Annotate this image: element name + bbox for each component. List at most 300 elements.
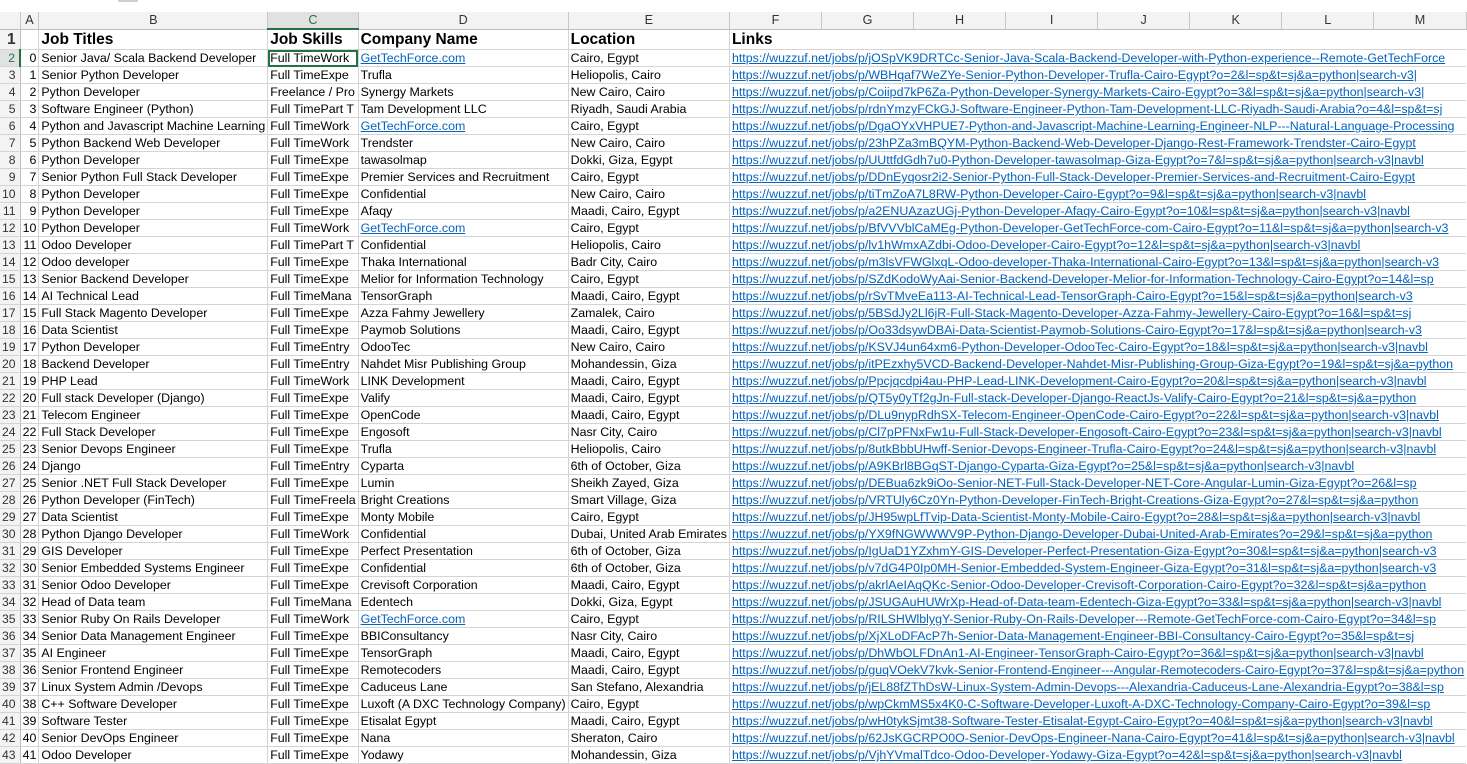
cell-job-skills[interactable]: Full TimeMana [268, 594, 358, 611]
cell-company[interactable]: Remotecoders [358, 662, 568, 679]
cell-job-skills[interactable]: Full TimeExpe [268, 730, 358, 747]
row-header[interactable]: 23 [0, 407, 20, 424]
cell-company[interactable]: TensorGraph [358, 645, 568, 662]
cell-location[interactable]: 6th of October, Giza [568, 560, 729, 577]
row-header[interactable]: 42 [0, 730, 20, 747]
cell-job-link[interactable]: https://wuzzuf.net/jobs/p/5BSdJy2Ll6jR-Full-Stack-Magento-Developer-Azza-Fahmy-Jewellery-Cairo-Egypt?o=16&l=sp&t=sj [729, 305, 1466, 322]
cell-job-title[interactable]: Senior Frontend Engineer [39, 662, 268, 679]
cell-company[interactable]: Crevisoft Corporation [358, 577, 568, 594]
row-header[interactable]: 4 [0, 84, 20, 101]
cell-index[interactable]: 40 [20, 730, 39, 747]
cell-job-link[interactable]: https://wuzzuf.net/jobs/p/8utkBbbUHwff-Senior-Devops-Engineer-Trufla-Cairo-Egypt?o=24&l=sp&t=sj&a=python|search-v3|navbl [729, 441, 1466, 458]
row-header[interactable]: 18 [0, 322, 20, 339]
cell-job-skills[interactable]: Full TimeExpe [268, 628, 358, 645]
cell-job-title[interactable]: Django [39, 458, 268, 475]
cell-location[interactable]: Maadi, Cairo, Egypt [568, 390, 729, 407]
cell-company[interactable]: Yodawy [358, 747, 568, 764]
cell-job-title[interactable]: Telecom Engineer [39, 407, 268, 424]
cell-index[interactable]: 14 [20, 288, 39, 305]
cell-index[interactable]: 13 [20, 271, 39, 288]
cell-location[interactable]: Cairo, Egypt [568, 611, 729, 628]
cell-job-skills[interactable]: Full TimeExpe [268, 186, 358, 203]
cell-location[interactable]: Mohandessin, Giza [568, 356, 729, 373]
cell-index[interactable]: 5 [20, 135, 39, 152]
cell-index[interactable]: 9 [20, 203, 39, 220]
column-header-D[interactable]: D [358, 12, 568, 29]
cell-job-link[interactable]: https://wuzzuf.net/jobs/p/akrlAeIAqQKc-Senior-Odoo-Developer-Crevisoft-Corporation-Cairo-Egypt?o=32&l=sp&t=sj&a=python [729, 577, 1466, 594]
cell-index[interactable]: 25 [20, 475, 39, 492]
cell-job-link[interactable]: https://wuzzuf.net/jobs/p/itPEzxhy5VCD-Backend-Developer-Nahdet-Misr-Publishing-Group-Giza-Egypt?o=19&l=sp&t=sj&a=python [729, 356, 1466, 373]
cell-job-title[interactable]: Python Developer [39, 152, 268, 169]
column-header-L[interactable]: L [1282, 12, 1374, 29]
cell-job-link[interactable]: https://wuzzuf.net/jobs/p/IgUaD1YZxhmY-GIS-Developer-Perfect-Presentation-Giza-Egypt?o=30&l=sp&t=sj&a=python|search-v3 [729, 543, 1466, 560]
cell-job-title[interactable]: PHP Lead [39, 373, 268, 390]
cell-location[interactable]: Maadi, Cairo, Egypt [568, 288, 729, 305]
row-header[interactable]: 8 [0, 152, 20, 169]
cell-index[interactable]: 35 [20, 645, 39, 662]
spreadsheet-grid[interactable] [0, 12, 1465, 762]
column-header-I[interactable]: I [1006, 12, 1098, 29]
cell-company[interactable]: OpenCode [358, 407, 568, 424]
cell-job-title[interactable]: Senior Java/ Scala Backend Developer [39, 50, 268, 67]
cell-job-skills[interactable]: Full TimeExpe [268, 322, 358, 339]
cell-job-title[interactable]: AI Technical Lead [39, 288, 268, 305]
cell-company[interactable]: Monty Mobile [358, 509, 568, 526]
cell-index[interactable]: 8 [20, 186, 39, 203]
column-header-B[interactable]: B [39, 12, 268, 29]
cell-location[interactable]: 6th of October, Giza [568, 458, 729, 475]
row-header[interactable]: 20 [0, 356, 20, 373]
cell-job-skills[interactable]: Full TimeEntry [268, 339, 358, 356]
cell-job-skills[interactable]: Full TimeExpe [268, 305, 358, 322]
cell-job-title[interactable]: Software Engineer (Python) [39, 101, 268, 118]
cell-job-title[interactable]: Senior Python Developer [39, 67, 268, 84]
cell-location[interactable]: Cairo, Egypt [568, 509, 729, 526]
cell-job-link[interactable]: https://wuzzuf.net/jobs/p/rdnYmzyFCkGJ-Software-Engineer-Python-Tam-Development-LLC-Riyadh-Saudi-Arabia?o=4&l=sp&t=sj [729, 101, 1466, 118]
cell-location[interactable]: Badr City, Cairo [568, 254, 729, 271]
cell-job-title[interactable]: Python Developer (FinTech) [39, 492, 268, 509]
cell-location[interactable]: New Cairo, Cairo [568, 135, 729, 152]
cell-job-title[interactable]: Senior Odoo Developer [39, 577, 268, 594]
cell-job-link[interactable]: https://wuzzuf.net/jobs/p/WBHqaf7WeZYe-Senior-Python-Developer-Trufla-Cairo-Egypt?o=2&l=sp&t=sj&a=python|search-v3| [729, 67, 1466, 84]
cell-location[interactable]: Zamalek, Cairo [568, 305, 729, 322]
cell-job-skills[interactable]: Full TimeExpe [268, 407, 358, 424]
row-header[interactable]: 33 [0, 577, 20, 594]
cell-location[interactable]: Cairo, Egypt [568, 118, 729, 135]
cell-index[interactable]: 26 [20, 492, 39, 509]
row-header[interactable]: 1 [0, 29, 20, 50]
cell-location[interactable]: Heliopolis, Cairo [568, 237, 729, 254]
cell-index[interactable]: 3 [20, 101, 39, 118]
cell-job-skills[interactable]: Full TimeExpe [268, 645, 358, 662]
cell-job-link[interactable]: https://wuzzuf.net/jobs/p/Ppcjqcdpi4au-PHP-Lead-LINK-Development-Cairo-Egypt?o=20&l=sp&t=sj&a=python|search-v3|navbl [729, 373, 1466, 390]
cell-job-skills[interactable]: Full TimePart T [268, 101, 358, 118]
cell-company-link[interactable]: GetTechForce.com [358, 118, 568, 135]
cell-job-skills[interactable]: Full TimeExpe [268, 254, 358, 271]
cell-job-link[interactable]: https://wuzzuf.net/jobs/p/YX9fNGWWWV9P-Python-Django-Developer-Dubai-United-Arab-Emirates?o=29&l=sp&t=sj&a=python [729, 526, 1466, 543]
cell-index[interactable]: 11 [20, 237, 39, 254]
cell-index[interactable]: 0 [20, 50, 39, 67]
cell-index[interactable]: 7 [20, 169, 39, 186]
cell-job-skills[interactable]: Full TimeExpe [268, 543, 358, 560]
cell-location[interactable]: Sheraton, Cairo [568, 730, 729, 747]
row-header[interactable]: 19 [0, 339, 20, 356]
row-header[interactable]: 21 [0, 373, 20, 390]
cell-job-title[interactable]: Senior DevOps Engineer [39, 730, 268, 747]
row-header[interactable]: 28 [0, 492, 20, 509]
cell-job-title[interactable]: Senior Ruby On Rails Developer [39, 611, 268, 628]
cell-company[interactable]: BBIConsultancy [358, 628, 568, 645]
cell-job-link[interactable]: https://wuzzuf.net/jobs/p/rSvTMveEa113-AI-Technical-Lead-TensorGraph-Cairo-Egypt?o=15&l=sp&t=sj&a=python|search-v3 [729, 288, 1466, 305]
cell-job-title[interactable]: Senior .NET Full Stack Developer [39, 475, 268, 492]
cell-location[interactable]: Cairo, Egypt [568, 169, 729, 186]
cell-index[interactable]: 33 [20, 611, 39, 628]
cell-job-title[interactable]: GIS Developer [39, 543, 268, 560]
cell-job-link[interactable]: https://wuzzuf.net/jobs/p/wH0tykSjmt38-Software-Tester-Etisalat-Egypt-Cairo-Egypt?o=40&l=sp&t=sj&a=python|search-v3|navbl [729, 713, 1466, 730]
cell-index[interactable]: 2 [20, 84, 39, 101]
cell-company[interactable]: Bright Creations [358, 492, 568, 509]
cell-location[interactable]: Cairo, Egypt [568, 696, 729, 713]
cell-job-title[interactable]: Senior Devops Engineer [39, 441, 268, 458]
cell-job-link[interactable]: https://wuzzuf.net/jobs/p/DhWbOLFDnAn1-AI-Engineer-TensorGraph-Cairo-Egypt?o=36&l=sp&t=sj&a=python|search-v3|navbl [729, 645, 1466, 662]
cell-job-title[interactable]: Linux System Admin /Devops [39, 679, 268, 696]
cell-job-title[interactable]: Python Developer [39, 339, 268, 356]
cell-job-skills[interactable]: Full TimeExpe [268, 560, 358, 577]
cell-index[interactable]: 18 [20, 356, 39, 373]
cell-company[interactable]: LINK Development [358, 373, 568, 390]
row-header[interactable]: 39 [0, 679, 20, 696]
row-header[interactable]: 15 [0, 271, 20, 288]
cell-job-link[interactable]: https://wuzzuf.net/jobs/p/Cl7pPFNxFw1u-Full-Stack-Developer-Engosoft-Cairo-Egypt?o=23&l=sp&t=sj&a=python|search-v3|navbl [729, 424, 1466, 441]
cell-location[interactable]: New Cairo, Cairo [568, 84, 729, 101]
cell-location[interactable]: Maadi, Cairo, Egypt [568, 203, 729, 220]
cell-job-link[interactable]: https://wuzzuf.net/jobs/p/wpCkmMS5x4K0-C-Software-Developer-Luxoft-A-DXC-Technology-Company-Cairo-Egypt?o=39&l=sp [729, 696, 1466, 713]
cell-company[interactable]: Thaka International [358, 254, 568, 271]
cell-job-title[interactable]: Data Scientist [39, 322, 268, 339]
cell-job-link[interactable]: https://wuzzuf.net/jobs/p/m3lsVFWGlxqL-Odoo-developer-Thaka-International-Cairo-Egypt?o=13&l=sp&t=sj&a=python|search-v3 [729, 254, 1466, 271]
cell-company[interactable]: Afaqy [358, 203, 568, 220]
cell-index[interactable]: 17 [20, 339, 39, 356]
row-header[interactable]: 30 [0, 526, 20, 543]
cell-D1-company-name[interactable]: Company Name [358, 29, 568, 50]
cell-job-link[interactable]: https://wuzzuf.net/jobs/p/QT5y0yTf2gJn-Full-stack-Developer-Django-ReactJs-Valify-Cairo-Egypt?o=21&l=sp&t=sj&a=python [729, 390, 1466, 407]
row-header[interactable]: 22 [0, 390, 20, 407]
column-header-K[interactable]: K [1190, 12, 1282, 29]
cell-company[interactable]: Caduceus Lane [358, 679, 568, 696]
cell-company[interactable]: Confidential [358, 526, 568, 543]
cell-job-skills[interactable]: Full TimeExpe [268, 152, 358, 169]
cell-job-link[interactable]: https://wuzzuf.net/jobs/p/SZdKodoWyAai-Senior-Backend-Developer-Melior-for-Information-Technology-Cairo-Egypt?o=14&l=sp [729, 271, 1466, 288]
cell-location[interactable]: Maadi, Cairo, Egypt [568, 713, 729, 730]
row-header[interactable]: 6 [0, 118, 20, 135]
row-header[interactable]: 35 [0, 611, 20, 628]
cell-index[interactable]: 39 [20, 713, 39, 730]
cell-job-link[interactable]: https://wuzzuf.net/jobs/p/UUttfdGdh7u0-Python-Developer-tawasolmap-Giza-Egypt?o=7&l=sp&t=sj&a=python|search-v3|navbl [729, 152, 1466, 169]
cell-job-link[interactable]: https://wuzzuf.net/jobs/p/62JsKGCRPO0O-Senior-DevOps-Engineer-Nana-Cairo-Egypt?o=41&l=sp&t=sj&a=python|search-v3|navbl [729, 730, 1466, 747]
cell-job-skills[interactable]: Full TimeWork [268, 611, 358, 628]
cell-job-link[interactable]: https://wuzzuf.net/jobs/p/JSUGAuHUWrXp-Head-of-Data-team-Edentech-Giza-Egypt?o=33&l=sp&t=sj&a=python|search-v3|navbl [729, 594, 1466, 611]
cell-index[interactable]: 21 [20, 407, 39, 424]
cell-company[interactable]: Trufla [358, 67, 568, 84]
cell-job-link[interactable]: https://wuzzuf.net/jobs/p/DgaOYxVHPUE7-Python-and-Javascript-Machine-Learning-Engineer-NLP---Natural-Language-Processing [729, 118, 1466, 135]
cell-job-link[interactable]: https://wuzzuf.net/jobs/p/BfVVVblCaMEg-Python-Developer-GetTechForce-com-Cairo-Egypt?o=11&l=sp&t=sj&a=python|search-v3 [729, 220, 1466, 237]
cell-company-link[interactable]: GetTechForce.com [358, 611, 568, 628]
row-header[interactable]: 17 [0, 305, 20, 322]
row-header[interactable]: 11 [0, 203, 20, 220]
cell-location[interactable]: Smart Village, Giza [568, 492, 729, 509]
cell-job-title[interactable]: Data Scientist [39, 509, 268, 526]
row-header[interactable]: 14 [0, 254, 20, 271]
cell-job-title[interactable]: C++ Software Developer [39, 696, 268, 713]
cell-company[interactable]: tawasolmap [358, 152, 568, 169]
cell-location[interactable]: Maadi, Cairo, Egypt [568, 645, 729, 662]
cell-job-link[interactable]: https://wuzzuf.net/jobs/p/XjXLoDFAcP7h-Senior-Data-Management-Engineer-BBI-Consultancy-Cairo-Egypt?o=35&l=sp&t=sj [729, 628, 1466, 645]
cell-location[interactable]: Maadi, Cairo, Egypt [568, 577, 729, 594]
cell-location[interactable]: Cairo, Egypt [568, 50, 729, 67]
cell-company[interactable]: Synergy Markets [358, 84, 568, 101]
column-header-M[interactable]: M [1374, 12, 1466, 29]
cell-job-link[interactable]: https://wuzzuf.net/jobs/p/KSVJ4un64xm6-Python-Developer-OdooTec-Cairo-Egypt?o=18&l=sp&t=sj&a=python|search-v3|navbl [729, 339, 1466, 356]
row-header[interactable]: 34 [0, 594, 20, 611]
cell-job-link[interactable]: https://wuzzuf.net/jobs/p/jOSpVK9DRTCc-Senior-Java-Scala-Backend-Developer-with-Python-experience--Remote-GetTechForce [729, 50, 1466, 67]
cell-job-link[interactable]: https://wuzzuf.net/jobs/p/jEL88fZThDsW-Linux-System-Admin-Devops---Alexandria-Caduceus-Lane-Alexandria-Egypt?o=38&l=sp [729, 679, 1466, 696]
cell-location[interactable]: Sheikh Zayed, Giza [568, 475, 729, 492]
row-header[interactable]: 26 [0, 458, 20, 475]
cell-company-link[interactable]: GetTechForce.com [358, 50, 568, 67]
cell-job-skills[interactable]: Full TimeWork [268, 220, 358, 237]
cell-job-link[interactable]: https://wuzzuf.net/jobs/p/DEBua6zk9iOo-Senior-NET-Full-Stack-Developer-NET-Core-Angular-Lumin-Giza-Egypt?o=26&l=sp [729, 475, 1466, 492]
cell-job-skills[interactable]: Full TimeExpe [268, 747, 358, 764]
row-header[interactable]: 3 [0, 67, 20, 84]
cell-job-link[interactable]: https://wuzzuf.net/jobs/p/VjhYVmalTdco-Odoo-Developer-Yodawy-Giza-Egypt?o=42&l=sp&t=sj&a=python|search-v3|navbl [729, 747, 1466, 764]
row-header[interactable]: 37 [0, 645, 20, 662]
row-header[interactable]: 41 [0, 713, 20, 730]
cell-company[interactable]: Lumin [358, 475, 568, 492]
row-header[interactable]: 12 [0, 220, 20, 237]
cell-job-title[interactable]: Head of Data team [39, 594, 268, 611]
cell-location[interactable]: Nasr City, Cairo [568, 424, 729, 441]
cell-job-skills[interactable]: Full TimeWork [268, 118, 358, 135]
cell-index[interactable]: 30 [20, 560, 39, 577]
cell-job-title[interactable]: Full stack Developer (Django) [39, 390, 268, 407]
cell-job-skills[interactable]: Full TimeWork [268, 526, 358, 543]
cell-location[interactable]: Maadi, Cairo, Egypt [568, 407, 729, 424]
cell-job-skills[interactable]: Full TimeExpe [268, 67, 358, 84]
cell-company[interactable]: Confidential [358, 237, 568, 254]
cell-index[interactable]: 32 [20, 594, 39, 611]
cell-job-skills[interactable]: Full TimeWork [268, 50, 358, 67]
cell-location[interactable]: Riyadh, Saudi Arabia [568, 101, 729, 118]
cell-index[interactable]: 41 [20, 747, 39, 764]
cell-index[interactable]: 16 [20, 322, 39, 339]
cell-company[interactable]: Luxoft (A DXC Technology Company) [358, 696, 568, 713]
row-header[interactable]: 5 [0, 101, 20, 118]
cell-location[interactable]: Dokki, Giza, Egypt [568, 152, 729, 169]
cell-job-skills[interactable]: Full TimeWork [268, 135, 358, 152]
row-header[interactable]: 13 [0, 237, 20, 254]
cell-index[interactable]: 15 [20, 305, 39, 322]
row-header[interactable]: 32 [0, 560, 20, 577]
cell-job-link[interactable]: https://wuzzuf.net/jobs/p/guqVOekV7kvk-Senior-Frontend-Engineer---Angular-Remotecoders-Cairo-Egypt?o=37&l=sp&t=sj&a=python [729, 662, 1466, 679]
cell-company[interactable]: Azza Fahmy Jewellery [358, 305, 568, 322]
cell-job-title[interactable]: Python and Javascript Machine Learning [39, 118, 268, 135]
cell-location[interactable]: Dubai, United Arab Emirates [568, 526, 729, 543]
cell-job-title[interactable]: Odoo Developer [39, 237, 268, 254]
cell-job-skills[interactable]: Full TimeExpe [268, 475, 358, 492]
cell-job-skills[interactable]: Full TimeEntry [268, 356, 358, 373]
cell-index[interactable]: 27 [20, 509, 39, 526]
row-header[interactable]: 16 [0, 288, 20, 305]
cell-job-title[interactable]: Backend Developer [39, 356, 268, 373]
row-header[interactable]: 36 [0, 628, 20, 645]
column-header-C[interactable]: C [268, 12, 358, 29]
cell-location[interactable]: Mohandessin, Giza [568, 747, 729, 764]
cell-job-title[interactable]: Software Tester [39, 713, 268, 730]
cell-index[interactable]: 23 [20, 441, 39, 458]
cell-index[interactable]: 38 [20, 696, 39, 713]
column-header-E[interactable]: E [568, 12, 729, 29]
cell-job-title[interactable]: Senior Data Management Engineer [39, 628, 268, 645]
cell-job-skills[interactable]: Freelance / Pro [268, 84, 358, 101]
cell-job-skills[interactable]: Full TimeExpe [268, 390, 358, 407]
cell-company[interactable]: Valify [358, 390, 568, 407]
cell-job-link[interactable]: https://wuzzuf.net/jobs/p/DDnEyqosr2i2-Senior-Python-Full-Stack-Developer-Premier-Services-and-Recruitment-Cairo-Egypt [729, 169, 1466, 186]
row-header[interactable]: 27 [0, 475, 20, 492]
cell-location[interactable]: Maadi, Cairo, Egypt [568, 662, 729, 679]
row-header[interactable]: 7 [0, 135, 20, 152]
cell-job-title[interactable]: Senior Python Full Stack Developer [39, 169, 268, 186]
cell-index[interactable]: 22 [20, 424, 39, 441]
cell-company[interactable]: Trufla [358, 441, 568, 458]
cell-job-link[interactable]: https://wuzzuf.net/jobs/p/a2ENUAzazUGj-Python-Developer-Afaqy-Cairo-Egypt?o=10&l=sp&t=sj&a=python|search-v3|navbl [729, 203, 1466, 220]
cell-E1-location[interactable]: Location [568, 29, 729, 50]
cell-job-skills[interactable]: Full TimeExpe [268, 203, 358, 220]
cell-job-link[interactable]: https://wuzzuf.net/jobs/p/VRTUly6Cz0Yn-Python-Developer-FinTech-Bright-Creations-Giza-Egypt?o=27&l=sp&t=sj&a=python [729, 492, 1466, 509]
cell-job-title[interactable]: Senior Embedded Systems Engineer [39, 560, 268, 577]
cell-job-link[interactable]: https://wuzzuf.net/jobs/p/lv1hWmxAZdbi-Odoo-Developer-Cairo-Egypt?o=12&l=sp&t=sj&a=python|search-v3|navbl [729, 237, 1466, 254]
cell-company[interactable]: Nana [358, 730, 568, 747]
cell-job-skills[interactable]: Full TimeFreela [268, 492, 358, 509]
cell-company[interactable]: Premier Services and Recruitment [358, 169, 568, 186]
cell-index[interactable]: 36 [20, 662, 39, 679]
cell-job-title[interactable]: AI Engineer [39, 645, 268, 662]
cell-location[interactable]: Heliopolis, Cairo [568, 441, 729, 458]
cell-company[interactable]: Nahdet Misr Publishing Group [358, 356, 568, 373]
cell-job-skills[interactable]: Full TimeWork [268, 373, 358, 390]
cell-location[interactable]: New Cairo, Cairo [568, 339, 729, 356]
row-header[interactable]: 29 [0, 509, 20, 526]
cell-index[interactable]: 34 [20, 628, 39, 645]
cell-A1[interactable] [20, 29, 39, 50]
cell-location[interactable]: Maadi, Cairo, Egypt [568, 373, 729, 390]
cell-job-skills[interactable]: Full TimeExpe [268, 679, 358, 696]
cell-location[interactable]: Heliopolis, Cairo [568, 67, 729, 84]
cell-job-skills[interactable]: Full TimeExpe [268, 577, 358, 594]
cell-job-title[interactable]: Python Backend Web Developer [39, 135, 268, 152]
cell-location[interactable]: Cairo, Egypt [568, 220, 729, 237]
cell-index[interactable]: 31 [20, 577, 39, 594]
row-header[interactable]: 9 [0, 169, 20, 186]
cell-location[interactable]: Nasr City, Cairo [568, 628, 729, 645]
cell-job-title[interactable]: Full Stack Developer [39, 424, 268, 441]
cell-index[interactable]: 28 [20, 526, 39, 543]
row-header[interactable]: 31 [0, 543, 20, 560]
cell-job-title[interactable]: Odoo Developer [39, 747, 268, 764]
cell-location[interactable]: Dokki, Giza, Egypt [568, 594, 729, 611]
cell-job-link[interactable]: https://wuzzuf.net/jobs/p/Coiipd7kP6Za-Python-Developer-Synergy-Markets-Cairo-Egypt?o=3&l=sp&t=sj&a=python|search-v3| [729, 84, 1466, 101]
row-header[interactable]: 2 [0, 50, 20, 67]
cell-index[interactable]: 10 [20, 220, 39, 237]
cell-job-skills[interactable]: Full TimeExpe [268, 662, 358, 679]
column-header-J[interactable]: J [1098, 12, 1190, 29]
cell-job-skills[interactable]: Full TimeExpe [268, 509, 358, 526]
cell-location[interactable]: Maadi, Cairo, Egypt [568, 322, 729, 339]
cell-location[interactable]: San Stefano, Alexandria [568, 679, 729, 696]
column-header-F[interactable]: F [729, 12, 821, 29]
cell-company[interactable]: Confidential [358, 186, 568, 203]
cell-job-skills[interactable]: Full TimeMana [268, 288, 358, 305]
cell-job-title[interactable]: Full Stack Magento Developer [39, 305, 268, 322]
cell-company[interactable]: Melior for Information Technology [358, 271, 568, 288]
cell-job-title[interactable]: Python Django Developer [39, 526, 268, 543]
cell-location[interactable]: New Cairo, Cairo [568, 186, 729, 203]
cell-company[interactable]: TensorGraph [358, 288, 568, 305]
cell-job-title[interactable]: Senior Backend Developer [39, 271, 268, 288]
cell-index[interactable]: 1 [20, 67, 39, 84]
cell-location[interactable]: 6th of October, Giza [568, 543, 729, 560]
column-header-G[interactable]: G [822, 12, 914, 29]
column-header-H[interactable]: H [914, 12, 1006, 29]
cell-job-skills[interactable]: Full TimeExpe [268, 271, 358, 288]
cell-index[interactable]: 19 [20, 373, 39, 390]
cell-index[interactable]: 20 [20, 390, 39, 407]
cell-company[interactable]: Engosoft [358, 424, 568, 441]
cell-job-skills[interactable]: Full TimePart T [268, 237, 358, 254]
cell-C1-job-skills[interactable]: Job Skills [268, 29, 358, 50]
row-header[interactable]: 25 [0, 441, 20, 458]
cell-job-title[interactable]: Python Developer [39, 203, 268, 220]
cell-job-link[interactable]: https://wuzzuf.net/jobs/p/tiTmZoA7L8RW-Python-Developer-Cairo-Egypt?o=9&l=sp&t=sj&a=python|search-v3|navbl [729, 186, 1466, 203]
cell-job-title[interactable]: Python Developer [39, 186, 268, 203]
cell-job-link[interactable]: https://wuzzuf.net/jobs/p/A9KBrl8BGqST-Django-Cyparta-Giza-Egypt?o=25&l=sp&t=sj&a=python|search-v3|navbl [729, 458, 1466, 475]
cell-company[interactable]: Perfect Presentation [358, 543, 568, 560]
cell-index[interactable]: 12 [20, 254, 39, 271]
cell-job-link[interactable]: https://wuzzuf.net/jobs/p/23hPZa3mBQYM-Python-Backend-Web-Developer-Django-Rest-Framework-Trendster-Cairo-Egypt [729, 135, 1466, 152]
row-header[interactable]: 24 [0, 424, 20, 441]
cell-location[interactable]: Cairo, Egypt [568, 271, 729, 288]
cell-B1-job-titles[interactable]: Job Titles [39, 29, 268, 50]
cell-index[interactable]: 29 [20, 543, 39, 560]
cell-job-skills[interactable]: Full TimeExpe [268, 424, 358, 441]
cell-company[interactable]: Confidential [358, 560, 568, 577]
cell-company[interactable]: Tam Development LLC [358, 101, 568, 118]
cell-job-title[interactable]: Python Developer [39, 84, 268, 101]
cell-index[interactable]: 4 [20, 118, 39, 135]
cell-job-skills[interactable]: Full TimeExpe [268, 441, 358, 458]
cell-job-link[interactable]: https://wuzzuf.net/jobs/p/v7dG4P0Ip0MH-Senior-Embedded-System-Engineer-Giza-Egypt?o=31&l=sp&t=sj&a=python|search-v3 [729, 560, 1466, 577]
cell-F1-links[interactable]: Links [729, 29, 1466, 50]
select-all-corner[interactable] [0, 12, 20, 29]
cell-company[interactable]: Cyparta [358, 458, 568, 475]
cell-company[interactable]: Paymob Solutions [358, 322, 568, 339]
cell-company[interactable]: Trendster [358, 135, 568, 152]
cell-job-link[interactable]: https://wuzzuf.net/jobs/p/DLu9nypRdhSX-Telecom-Engineer-OpenCode-Cairo-Egypt?o=22&l=sp&t=sj&a=python|search-v3|navbl [729, 407, 1466, 424]
cell-company-link[interactable]: GetTechForce.com [358, 220, 568, 237]
row-header[interactable]: 40 [0, 696, 20, 713]
cell-job-skills[interactable]: Full TimeEntry [268, 458, 358, 475]
column-header-A[interactable]: A [20, 12, 39, 29]
cell-job-link[interactable]: https://wuzzuf.net/jobs/p/Oo33dsywDBAi-Data-Scientist-Paymob-Solutions-Cairo-Egypt?o=17&l=sp&t=sj&a=python|search-v3 [729, 322, 1466, 339]
